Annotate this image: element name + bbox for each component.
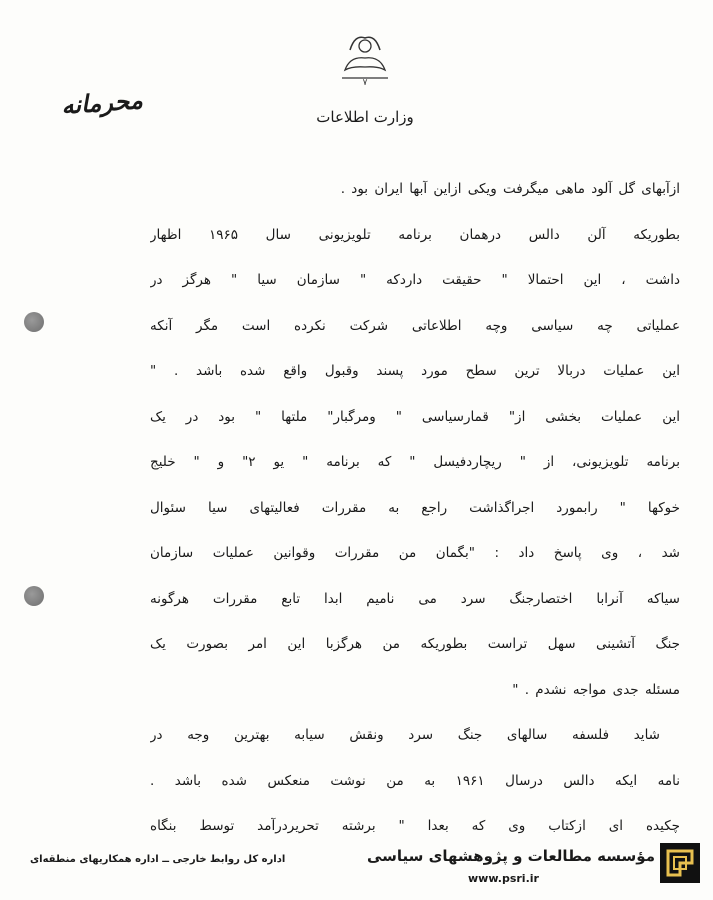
body-line: شد ، وی پاسخ داد : "بگمان من مقررات وقوانین عملیات سازمان (150, 545, 680, 561)
body-line: جنگ آتشینی سهل تراست بطوریکه من هرگزبا این امر بصورت یک (150, 636, 680, 652)
punch-hole-bottom (24, 586, 44, 606)
ministry-name: وزارت اطلاعات (316, 108, 414, 126)
institute-name: مؤسسه مطالعات و پژوهشهای سیاسی (366, 847, 655, 865)
punch-hole-top (24, 312, 44, 332)
lion-and-sun-emblem-icon (330, 30, 400, 90)
body-line: مسئله جدی مواجه نشدم . " (512, 681, 680, 698)
body-line: این عملیات دربالا ترین سطح مورد پسند وقبول واقع شده باشد . " (150, 363, 680, 379)
body-line: نامه ایکه دالس درسال ۱۹۶۱ به من نوشت منعکس شده باشد . (150, 772, 680, 789)
letter-body (150, 178, 680, 861)
institute-logo-icon (660, 843, 700, 883)
website-link[interactable]: www.psri.ir (468, 872, 539, 885)
body-line: سیاکه آنرابا اختصارجنگ سرد می نامیم ابدا تابع مقررات هرگونه (150, 590, 680, 607)
body-line: این عملیات بخشی از" قمارسیاسی " ومرگبار" ملتها " بود در یک (150, 408, 680, 425)
body-line: شاید فلسفه سالهای جنگ سرد ونقش سیابه بهترین وجه در (150, 727, 660, 743)
body-line: عملیاتی چه سیاسی وچه اطلاعاتی شرکت نکرده است مگر آنکه (150, 317, 680, 334)
body-line: خوکها " رابمورد اجراگذاشت راجع به مقررات فعالیتهای سیا سئوال (150, 499, 680, 516)
body-line: برنامه تلویزیونی، از " ریچاردفیسل " که برنامه " یو ۲" و " خلیج (150, 454, 680, 470)
confidential-stamp: محرمانه (60, 85, 144, 120)
body-line: بطوریکه آلن دالس درهمان برنامه تلویزیونی سال ۱۹۶۵ اظهار (150, 226, 680, 243)
body-line: چکیده ای ازکتاب وی که بعدا " برشته تحریردرآمد توسط بنگاه (150, 818, 680, 834)
emblem-numeral: ٧ (362, 78, 368, 88)
department-footer: اداره کل روابط خارجی ــ اداره همکاریهای منطقه‌ای (30, 854, 286, 865)
body-line: ازآبهای گل آلود ماهی میگرفت ویکی ازاین آبها ایران بود . (340, 181, 680, 197)
body-line: داشت ، این احتمالا " حقیقت داردکه " سازمان سیا " هرگز در (150, 272, 680, 288)
